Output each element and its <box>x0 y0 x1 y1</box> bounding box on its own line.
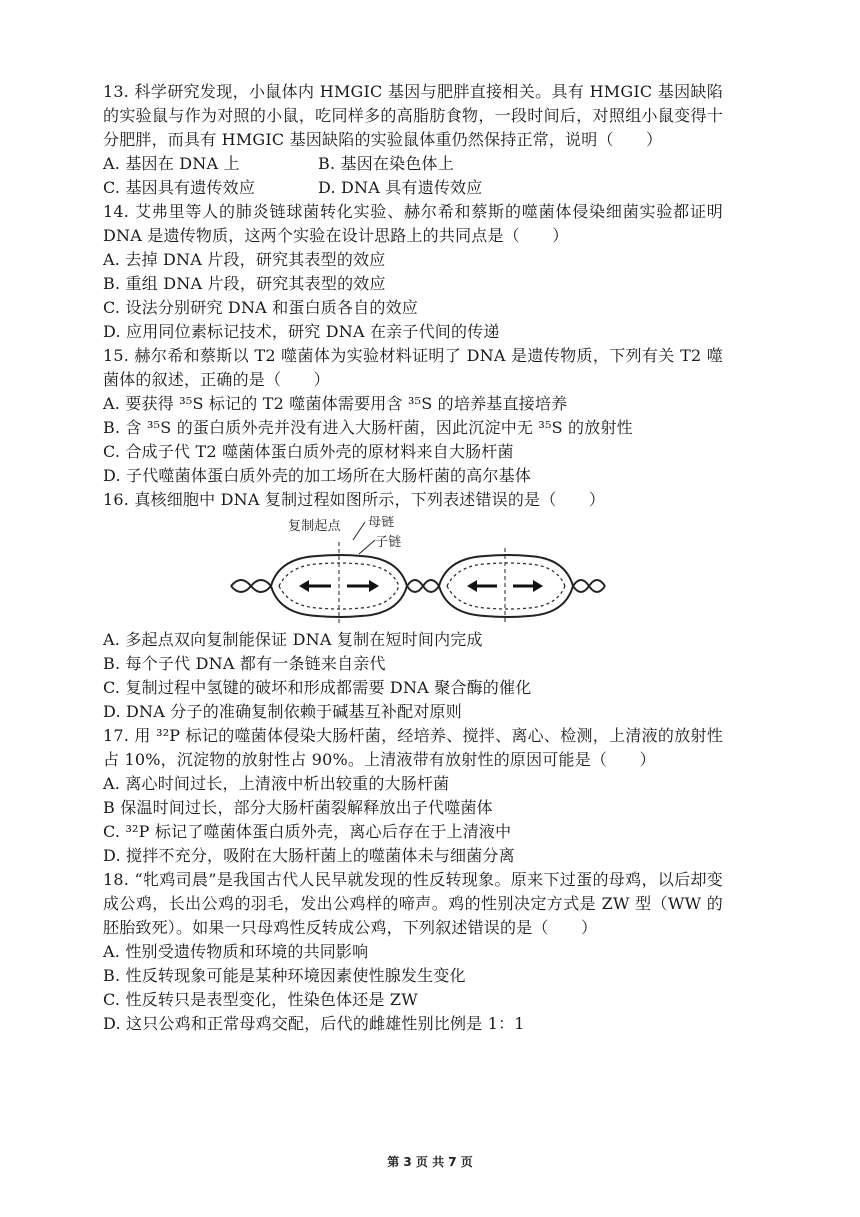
question-16-stem: 16. 真核细胞中 DNA 复制过程如图所示，下列表述错误的是（ ） <box>103 490 606 509</box>
question-15-option-c: C. 合成子代 T2 噬菌体蛋白质外壳的原材料来自大肠杆菌 <box>103 442 514 461</box>
arrowhead-2-left <box>467 580 477 592</box>
question-14-stem: 14. 艾弗里等人的肺炎链球菌转化实验、赫尔希和蔡斯的噬菌体侵染细菌实验都证明 DNA 是遗传物质，这两个实验在设计思路上的共同点是（ ） <box>103 202 723 245</box>
bubble-2-daughter-bottom <box>447 586 565 609</box>
dna-replication-figure <box>103 516 723 624</box>
question-15-option-b: B. 含 ³⁵S 的蛋白质外壳并没有进入大肠杆菌，因此沉淀中无 ³⁵S 的放射性 <box>103 418 633 437</box>
label-replication-origin: 复制起点 <box>288 519 341 534</box>
question-18-option-a: A. 性别受遗传物质和环境的共同影响 <box>103 942 369 961</box>
question-15-stem: 15. 赫尔希和蔡斯以 T2 噬菌体为实验材料证明了 DNA 是遗传物质，下列有关 T2 噬菌体的叙述，正确的是（ ） <box>103 346 723 389</box>
arrowhead-1-left <box>299 580 309 592</box>
question-17 <box>103 724 723 868</box>
page-footer: 第 3 页 共 7 页 <box>387 1155 473 1169</box>
question-14 <box>103 200 723 344</box>
question-14-option-a: A. 去掉 DNA 片段，研究其表型的效应 <box>103 250 386 269</box>
question-13-options-row-2 <box>103 176 723 200</box>
question-17-option-d: D. 搅拌不充分，吸附在大肠杆菌上的噬菌体未与细菌分离 <box>103 846 515 865</box>
question-13 <box>103 80 723 200</box>
leader-line-parent <box>353 522 365 540</box>
question-18-option-b: B. 性反转现象可能是某种环境因素使性腺发生变化 <box>103 966 466 985</box>
label-daughter-strand: 子链 <box>375 535 402 550</box>
question-16-option-d: D. DNA 分子的准确复制依赖于碱基互补配对原则 <box>103 702 462 721</box>
question-17-option-c: C. ³²P 标记了噬菌体蛋白质外壳，离心后存在于上清液中 <box>103 822 512 841</box>
question-17-option-b: B 保温时间过长，部分大肠杆菌裂解释放出子代噬菌体 <box>103 798 493 817</box>
question-17-option-a: A. 离心时间过长，上清液中析出较重的大肠杆菌 <box>103 774 450 793</box>
question-15 <box>103 344 723 488</box>
bubble-2-daughter-top <box>447 563 565 586</box>
question-16 <box>103 488 723 724</box>
question-18-option-d: D. 这只公鸡和正常母鸡交配，后代的雌雄性别比例是 1：1 <box>103 1014 525 1033</box>
dna-replication-diagram <box>103 516 723 624</box>
question-list <box>103 80 723 1036</box>
question-18-stem: 18. “牝鸡司晨”是我国古代人民早就发现的性反转现象。原来下过蛋的母鸡，以后却变成公鸡，长出公鸡的羽毛，发出公鸡样的啼声。鸡的性别决定方式是 ZW 型（WW 的胚胎致死）。如果一只母鸡性反转成公鸡，下列叙述错误的是（ ） <box>103 870 723 937</box>
leader-line-daughter <box>359 540 375 554</box>
question-13-stem: 13. 科学研究发现，小鼠体内 HMGIC 基因与肥胖直接相关。具有 HMGIC 基因缺陷的实验鼠与作为对照的小鼠，吃同样多的高脂肪食物，一段时间后，对照组小鼠变得十分肥胖，而具有 HMGIC 基因缺陷的实验鼠体重仍然保持正常，说明（ ） <box>103 82 723 149</box>
question-18-option-c: C. 性反转只是表型变化，性染色体还是 ZW <box>103 990 418 1009</box>
question-17-stem: 17. 用 ³²P 标记的噬菌体侵染大肠杆菌，经培养、搅拌、离心、检测，上清液的放射性占 10%，沉淀物的放射性占 90%。上清液带有放射性的原因可能是（ ） <box>103 726 723 769</box>
question-13-option-b: B. 基因在染色体上 <box>318 154 454 173</box>
question-16-option-b: B. 每个子代 DNA 都有一条链来自亲代 <box>103 654 386 673</box>
question-14-option-b: B. 重组 DNA 片段，研究其表型的效应 <box>103 274 386 293</box>
question-13-options-row-1 <box>103 152 723 176</box>
arrowhead-2-right <box>533 580 543 592</box>
question-13-option-a: A. 基因在 DNA 上 <box>103 154 240 173</box>
question-14-option-d: D. 应用同位素标记技术，研究 DNA 在亲子代间的传递 <box>103 322 500 341</box>
label-parent-strand: 母链 <box>368 516 395 530</box>
question-16-option-c: C. 复制过程中氢键的破坏和形成都需要 DNA 聚合酶的催化 <box>103 678 532 697</box>
question-16-option-a: A. 多起点双向复制能保证 DNA 复制在短时间内完成 <box>103 630 483 649</box>
question-15-option-a: A. 要获得 ³⁵S 标记的 T2 噬菌体需要用含 ³⁵S 的培养基直接培养 <box>103 394 568 413</box>
arrowhead-1-right <box>369 580 379 592</box>
question-13-option-d: D. DNA 具有遗传效应 <box>318 178 483 197</box>
question-14-option-c: C. 设法分别研究 DNA 和蛋白质各自的效应 <box>103 298 418 317</box>
question-18 <box>103 868 723 1036</box>
question-13-option-c: C. 基因具有遗传效应 <box>103 178 256 197</box>
question-15-option-d: D. 子代噬菌体蛋白质外壳的加工场所在大肠杆菌的高尔基体 <box>103 466 532 485</box>
